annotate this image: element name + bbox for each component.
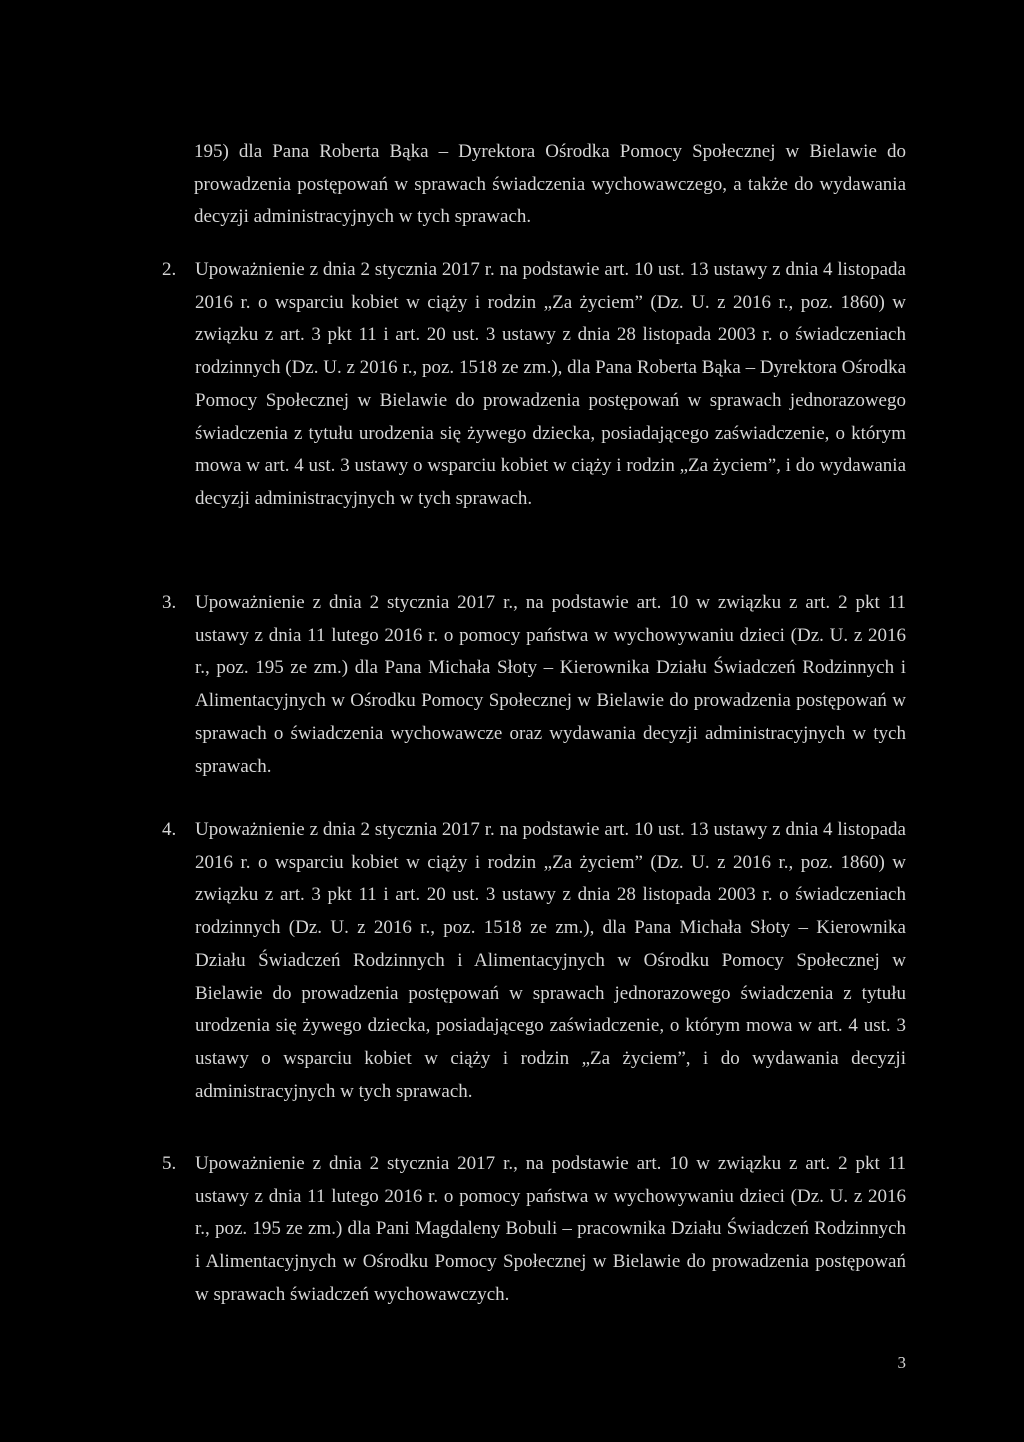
list-item xyxy=(162,1148,906,1312)
list-item xyxy=(162,587,906,783)
list-item xyxy=(162,814,906,1108)
list-item-text: Upoważnienie z dnia 2 stycznia 2017 r. na podstawie art. 10 ust. 13 ustawy z dnia 4 listopada 2016 r. o wsparciu kobiet w ciąży i rodzin „Za życiem” (Dz. U. z 2016 r., poz. 1860) w związku z art. 3 pkt 11 i art. 20 ust. 3 ustawy z dnia 28 listopada 2003 r. o świadczeniach rodzinnych (Dz. U. z 2016 r., poz. 1518 ze zm.), dla Pana Michała Słoty – Kierownika Działu Świadczeń Rodzinnych i Alimentacyjnych w Ośrodku Pomocy Społecznej w Bielawie do prowadzenia postępowań w sprawach jednorazowego świadczenia z tytułu urodzenia się żywego dziecka, posiadającego zaświadczenie, o którym mowa w art. 4 ust. 3 ustawy o wsparciu kobiet w ciąży i rodzin „Za życiem”, i do wydawania decyzji administracyjnych w tych sprawach. xyxy=(195,819,906,1102)
list-item-number: 3. xyxy=(162,592,177,613)
list-item-number: 4. xyxy=(162,819,177,840)
list-item-number: 5. xyxy=(162,1153,177,1174)
page-number: 3 xyxy=(897,1353,906,1372)
list-item-text: Upoważnienie z dnia 2 stycznia 2017 r. na podstawie art. 10 ust. 13 ustawy z dnia 4 listopada 2016 r. o wsparciu kobiet w ciąży i rodzin „Za życiem” (Dz. U. z 2016 r., poz. 1860) w związku z art. 3 pkt 11 i art. 20 ust. 3 ustawy z dnia 28 listopada 2003 r. o świadczeniach rodzinnych (Dz. U. z 2016 r., poz. 1518 ze zm.), dla Pana Roberta Bąka – Dyrektora Ośrodka Pomocy Społecznej w Bielawie do prowadzenia postępowań w sprawach jednorazowego świadczenia z tytułu urodzenia się żywego dziecka, posiadającego zaświadczenie, o którym mowa w art. 4 ust. 3 ustawy o wsparciu kobiet w ciąży i rodzin „Za życiem”, i do wydawania decyzji administracyjnych w tych sprawach. xyxy=(195,259,906,509)
list-item-number: 2. xyxy=(162,259,177,280)
list-item xyxy=(162,254,906,516)
intro-paragraph: 195) dla Pana Roberta Bąka – Dyrektora Ośrodka Pomocy Społecznej w Bielawie do prowadzenia postępowań w sprawach świadczenia wychowawczego, a także do wydawania decyzji administracyjnych w tych sprawach. xyxy=(194,141,906,228)
list-item-text: Upoważnienie z dnia 2 stycznia 2017 r., na podstawie art. 10 w związku z art. 2 pkt 11 ustawy z dnia 11 lutego 2016 r. o pomocy państwa w wychowywaniu dzieci (Dz. U. z 2016 r., poz. 195 ze zm.) dla Pani Magdaleny Bobuli – pracownika Działu Świadczeń Rodzinnych i Alimentacyjnych w Ośrodku Pomocy Społecznej w Bielawie do prowadzenia postępowań w sprawach świadczeń wychowawczych. xyxy=(195,1153,906,1305)
list-item-text: Upoważnienie z dnia 2 stycznia 2017 r., na podstawie art. 10 w związku z art. 2 pkt 11 ustawy z dnia 11 lutego 2016 r. o pomocy państwa w wychowywaniu dzieci (Dz. U. z 2016 r., poz. 195 ze zm.) dla Pana Michała Słoty – Kierownika Działu Świadczeń Rodzinnych i Alimentacyjnych w Ośrodku Pomocy Społecznej w Bielawie do prowadzenia postępowań w sprawach o świadczenia wychowawcze oraz wydawania decyzji administracyjnych w tych sprawach. xyxy=(195,592,906,777)
